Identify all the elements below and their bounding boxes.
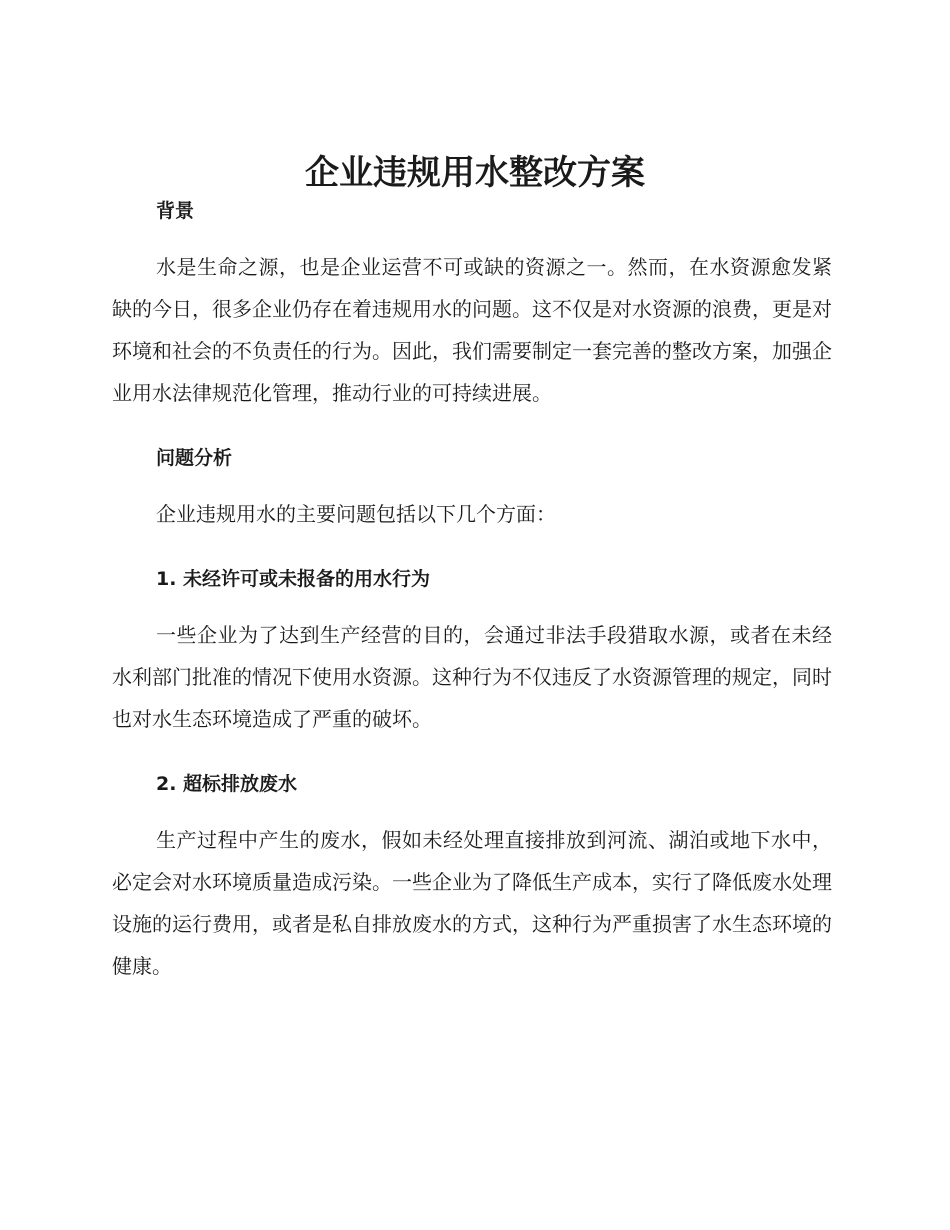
section-heading-issue-1: 1. 未经许可或未报备的用水行为: [156, 568, 431, 590]
section-heading-issue-2: 2. 超标排放废水: [156, 773, 298, 795]
issue-2-paragraph: 生产过程中产生的废水，假如未经处理直接排放到河流、湖泊或地下水中，必定会对水环境质量造成污染。一些企业为了降低生产成本，实行了降低废水处理设施的运行费用，或者是私自排放废水的方式，这种行为严重损害了水生态环境的健康。: [112, 828, 832, 978]
analysis-intro-paragraph: 企业违规用水的主要问题包括以下几个方面：: [156, 502, 556, 526]
issue-1-paragraph: 一些企业为了达到生产经营的目的，会通过非法手段猎取水源，或者在未经水利部门批准的情况下使用水资源。这种行为不仅违反了水资源管理的规定，同时也对水生态环境造成了严重的破坏。: [112, 623, 832, 731]
document-body: [112, 196, 832, 987]
document-title: 企业违规用水整改方案: [305, 153, 645, 193]
section-heading-analysis: 问题分析: [156, 447, 233, 469]
background-paragraph: 水是生命之源，也是企业运营不可或缺的资源之一。然而，在水资源愈发紧缺的今日，很多企业仍存在着违规用水的问题。这不仅是对水资源的浪费，更是对环境和社会的不负责任的行为。因此，我们需要制定一套完善的整改方案，加强企业用水法律规范化管理，推动行业的可持续进展。: [112, 255, 832, 405]
section-heading-background: 背景: [156, 200, 195, 222]
